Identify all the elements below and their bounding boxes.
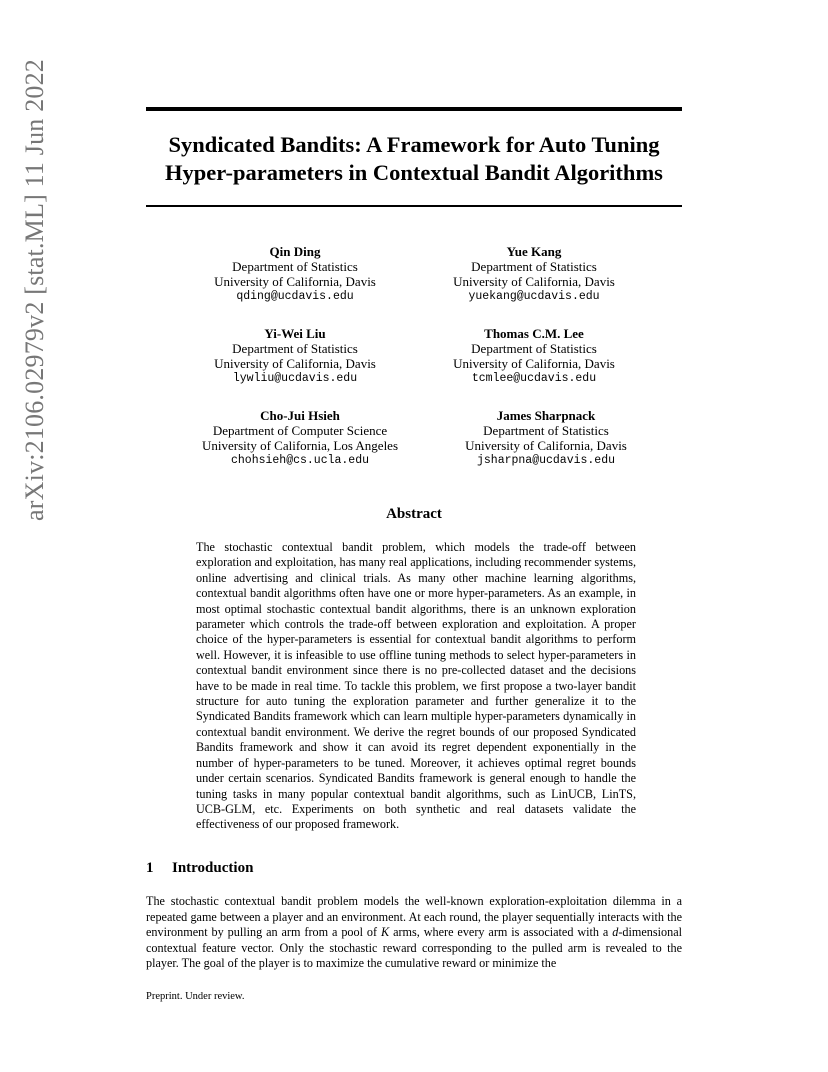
title-rule-bottom — [146, 205, 682, 207]
intro-paragraph — [146, 894, 682, 972]
author-block — [155, 326, 435, 386]
author-block — [394, 244, 674, 304]
author-name: James Sharpnack — [496, 408, 596, 423]
author-block — [155, 244, 435, 304]
section-heading — [146, 860, 253, 877]
author-email: chohsieh@cs.ucla.edu — [230, 454, 370, 467]
abstract-text: The stochastic contextual bandit problem, which models the trade-off between exploration and exploitation, has many real applications, including recommender systems, online advertising and clinical trials. As many other machine learning algorithms, contextual bandit algorithms often have one or more hyper-parameters. As an example, in most optimal stochastic contextual bandit algorithms, there is an unknown exploration parameter which controls the trade-off between exploration and exploitation. A proper choice of the hyper-parameters is essential for contextual bandit algorithms to perform well. However, it is infeasible to use offline tuning methods to select hyper-parameters in contextual bandit environment since there is no pre-collected dataset and the decisions have to be made in real time. To tackle this problem, we first propose a two-layer bandit structure for auto tuning the exploration parameter and further generalize it to the Syndicated Bandits framework which can learn multiple hyper-parameters dynamically in contextual bandit environment. We derive the regret bounds of our proposed Syndicated Bandits framework and show it can avoid its regret dependent exponentially in the number of hyper-parameters to be tuned. Moreover, it achieves optimal regret bounds under certain scenarios. Syndicated Bandits framework is general enough to handle the tuning tasks in many popular contextual bandit algorithms, such as LinUCB, LinTS, UCB-GLM, etc. Experiments on both synthetic and real datasets validate the effectiveness of our proposed framework. — [196, 540, 636, 832]
math-variable: d — [612, 925, 619, 939]
abstract-heading: Abstract — [386, 506, 442, 522]
author-institution: University of California, Davis — [453, 274, 615, 289]
intro-text: -dimensional contextual feature vector. Only the stochastic reward corresponding to the pulled arm is revealed to the player. The goal of the player is to maximize the cumulative reward or minimize the — [146, 925, 682, 970]
author-block — [160, 408, 440, 468]
intro-text: The stochastic contextual bandit problem models the well-known exploration-exploitation dilemma in a repeated game between a player and an environment. At each round, the player sequentially interacts with the environment by pulling an arm from a pool of — [146, 894, 682, 939]
author-institution: University of California, Davis — [214, 274, 376, 289]
author-institution: University of California, Los Angeles — [201, 438, 399, 453]
author-name: Yi-Wei Liu — [264, 326, 326, 341]
author-department: Department of Statistics — [471, 341, 597, 356]
author-institution: University of California, Davis — [453, 356, 615, 371]
author-name: Qin Ding — [269, 244, 321, 259]
section-title: Introduction — [172, 860, 254, 876]
author-department: Department of Statistics — [471, 259, 597, 274]
author-department: Department of Computer Science — [212, 423, 388, 438]
arxiv-identifier: arXiv:2106.02979v2 [stat.ML] 11 Jun 2022 — [20, 59, 49, 521]
footer-note: Preprint. Under review. — [146, 991, 245, 1002]
author-department: Department of Statistics — [483, 423, 609, 438]
author-email: qding@ucdavis.edu — [236, 290, 354, 303]
author-block — [406, 408, 686, 468]
author-department: Department of Statistics — [232, 259, 358, 274]
author-email: jsharpna@ucdavis.edu — [476, 454, 616, 467]
author-name: Yue Kang — [506, 244, 562, 259]
author-institution: University of California, Davis — [214, 356, 376, 371]
author-email: lywliu@ucdavis.edu — [232, 372, 358, 385]
author-email: yuekang@ucdavis.edu — [468, 290, 600, 303]
author-department: Department of Statistics — [232, 341, 358, 356]
math-variable: K — [381, 925, 390, 939]
section-number: 1 — [146, 860, 154, 876]
author-name: Cho-Jui Hsieh — [260, 408, 340, 423]
author-block — [394, 326, 674, 386]
author-institution: University of California, Davis — [465, 438, 627, 453]
intro-text: arms, where every arm is associated with a — [389, 925, 613, 939]
author-email: tcmlee@ucdavis.edu — [471, 372, 597, 385]
author-name: Thomas C.M. Lee — [484, 326, 584, 341]
title-rule-top — [146, 107, 682, 111]
paper-title: Syndicated Bandits: A Framework for Auto Tuning Hyper-parameters in Contextual Bandit Algorithms — [165, 132, 663, 185]
